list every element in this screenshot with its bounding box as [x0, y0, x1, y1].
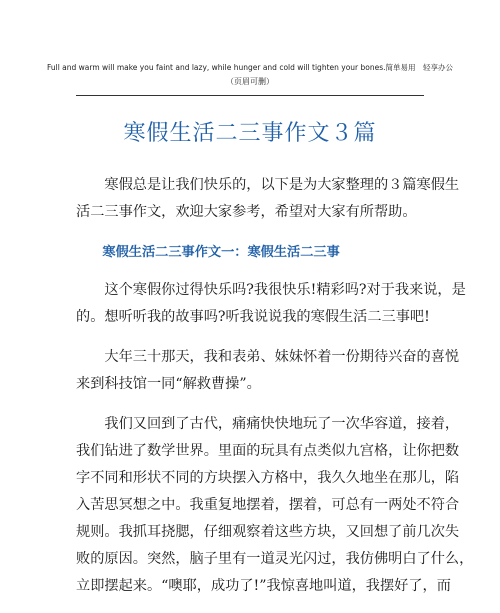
header-divider [76, 95, 424, 96]
text-line: 这个寒假你过得快乐吗?我很快乐!精彩吗?对于我来说，是 [104, 282, 466, 298]
page-header-note: （页眉可删） [226, 77, 274, 86]
text-line: 我们又回到了古代，痛痛快快地玩了一次华容道，接着， [104, 416, 460, 432]
intro-paragraph [76, 172, 460, 226]
text-line: 败的原因。突然，脑子里有一道灵光闪过，我仿佛明白了什么， [76, 551, 474, 567]
page-header-motto: Full and warm will make you faint and lazy, while hunger and cold will tighten your bones.简单易用 轻享办公 [46, 63, 454, 72]
text-line: 立即摆起来。“噢耶，成功了!”我惊喜地叫道，我摆好了，而 [76, 578, 451, 594]
body-paragraph [76, 277, 466, 331]
text-line: 入苦思冥想之中。我重复地摆着，摆着，可总有一两处不符合 [76, 497, 460, 513]
document-title: 寒假生活二三事作文３篇 [123, 121, 377, 146]
text-line: 来到科技馆一同“解救曹操”。 [76, 376, 261, 392]
text-line: 的。想听听我的故事吗?听我说说我的寒假生活二三事吧! [76, 309, 430, 325]
document-body [76, 172, 474, 613]
body-paragraph [76, 344, 460, 398]
text-line: 活二三事作文，欢迎大家参考，希望对大家有所帮助。 [76, 204, 417, 220]
text-line: 我们钻进了数学世界。里面的玩具有点类似九宫格，让你把数 [76, 443, 460, 459]
text-line: 寒假总是让我们快乐的，以下是为大家整理的３篇寒假生 [104, 177, 460, 193]
body-paragraph [76, 411, 474, 600]
text-line: 规则。我抓耳挠腮，仔细观察着这些方块，又回想了前几次失 [76, 524, 460, 540]
text-line: 大年三十那天，我和表弟、妹妹怀着一份期待兴奋的喜悦 [104, 349, 460, 365]
text-line: 字不同和形状不同的方块摆入方格中，我久久地坐在那儿，陷 [76, 470, 460, 486]
section-heading: 寒假生活二三事作文一：寒假生活二三事 [102, 245, 340, 260]
